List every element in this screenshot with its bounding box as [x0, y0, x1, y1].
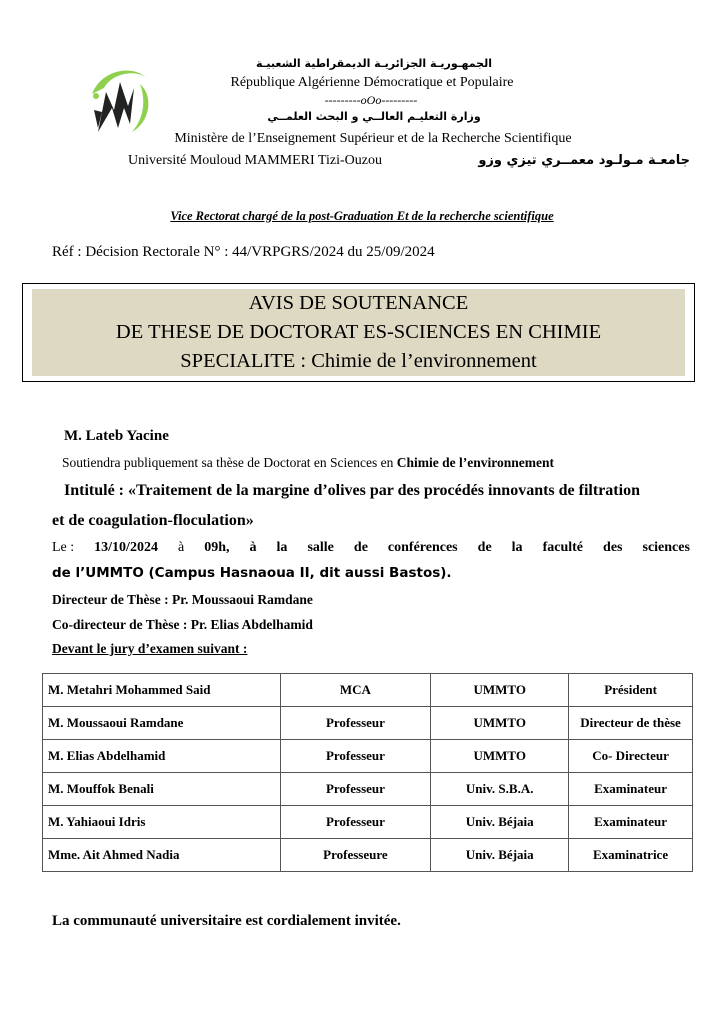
jury-institution: Univ. Béjaia — [431, 806, 569, 839]
title-line-2: DE THESE DE DOCTORAT ES-SCIENCES EN CHIMIE — [115, 321, 602, 343]
french-ministry-heading: Ministère de l’Enseignement Supérieur et de la Recherche Scientifique — [174, 131, 572, 146]
schedule-word: à — [177, 540, 185, 555]
jury-institution: UMMTO — [431, 740, 569, 773]
defense-statement-prefix: Soutiendra publiquement sa thèse de Doctorat en Sciences en — [62, 455, 397, 470]
title-line-3: SPECIALITE : Chimie de l’environnement — [180, 350, 537, 372]
schedule-word: faculté — [542, 540, 584, 555]
closing-invitation: La communauté universitaire est cordialement invitée. — [52, 913, 401, 929]
jury-grade: Professeur — [280, 740, 431, 773]
jury-institution: UMMTO — [431, 674, 569, 707]
jury-name: M. Moussaoui Ramdane — [43, 707, 281, 740]
thesis-title-line-2: et de coagulation-floculation» — [52, 512, 254, 529]
table-row — [43, 707, 693, 740]
candidate-name: M. Lateb Yacine — [64, 428, 169, 444]
table-row — [43, 806, 693, 839]
jury-table — [42, 673, 693, 872]
arabic-university-name: جامعـة مـولـود معمــري تيزي وزو — [478, 153, 690, 168]
defense-date: 13/10/2024 — [94, 540, 158, 555]
schedule-word: conférences — [387, 540, 458, 555]
jury-institution: Univ. Béjaia — [431, 839, 569, 872]
thesis-title-line-1: Intitulé : «Traitement de la margine d’olives par des procédés innovants de filtration — [64, 482, 640, 499]
jury-institution: UMMTO — [431, 707, 569, 740]
title-banner — [32, 289, 685, 376]
jury-heading: Devant le jury d’examen suivant : — [52, 641, 248, 656]
schedule-word: de — [477, 540, 492, 555]
jury-role: Directeur de thèse — [569, 707, 693, 740]
date-label: Le : — [52, 540, 75, 555]
title-line-1: AVIS DE SOUTENANCE — [248, 292, 469, 314]
thesis-codirector: Co-directeur de Thèse : Pr. Elias Abdelhamid — [52, 617, 313, 632]
jury-name: M. Metahri Mohammed Said — [43, 674, 281, 707]
defense-statement — [62, 455, 554, 471]
defense-time: 09h, — [204, 540, 230, 555]
jury-role: Président — [569, 674, 693, 707]
schedule-word: sciences — [642, 540, 690, 555]
jury-name: Mme. Ait Ahmed Nadia — [43, 839, 281, 872]
table-row — [43, 674, 693, 707]
table-row — [43, 839, 693, 872]
schedule-line — [52, 540, 690, 556]
jury-grade: Professeur — [280, 806, 431, 839]
schedule-word: de — [353, 540, 368, 555]
venue-line: de l’UMMTO (Campus Hasnaoua II, dit aussi Bastos). — [52, 565, 452, 581]
jury-role: Examinateur — [569, 773, 693, 806]
schedule-word: des — [603, 540, 623, 555]
schedule-word: la — [276, 540, 288, 555]
jury-grade: Professeur — [280, 707, 431, 740]
table-row — [43, 740, 693, 773]
schedule-word: salle — [307, 540, 334, 555]
schedule-word: la — [511, 540, 523, 555]
french-republic-heading: République Algérienne Démocratique et Populaire — [230, 75, 514, 90]
jury-role: Co- Directeur — [569, 740, 693, 773]
jury-grade: Professeure — [280, 839, 431, 872]
jury-grade: MCA — [280, 674, 431, 707]
table-row — [43, 773, 693, 806]
thesis-director: Directeur de Thèse : Pr. Moussaoui Ramdane — [52, 592, 313, 607]
title-box — [22, 283, 695, 382]
french-university-name: Université Mouloud MAMMERI Tizi-Ouzou — [128, 153, 382, 168]
jury-role: Examinatrice — [569, 839, 693, 872]
jury-institution: Univ. S.B.A. — [431, 773, 569, 806]
header-separator: ---------oOo--------- — [324, 93, 418, 107]
jury-grade: Professeur — [280, 773, 431, 806]
vice-rectorat-heading: Vice Rectorat chargé de la post-Graduation Et de la recherche scientifique — [170, 209, 554, 223]
jury-name: M. Mouffok Benali — [43, 773, 281, 806]
arabic-republic-heading: الجمهـوريـة الجزائريـة الديمقراطية الشعبيـة — [255, 57, 492, 70]
university-logo — [84, 62, 156, 138]
defense-field: Chimie de l’environnement — [396, 455, 555, 470]
reference-line: Réf : Décision Rectorale N° : 44/VRPGRS/2024 du 25/09/2024 — [52, 244, 435, 260]
arabic-ministry-heading: وزارة التعليـم العالــي و البحث العلمــي — [267, 110, 481, 123]
jury-role: Examinateur — [569, 806, 693, 839]
schedule-word: à — [249, 540, 257, 555]
jury-name: M. Elias Abdelhamid — [43, 740, 281, 773]
jury-name: M. Yahiaoui Idris — [43, 806, 281, 839]
